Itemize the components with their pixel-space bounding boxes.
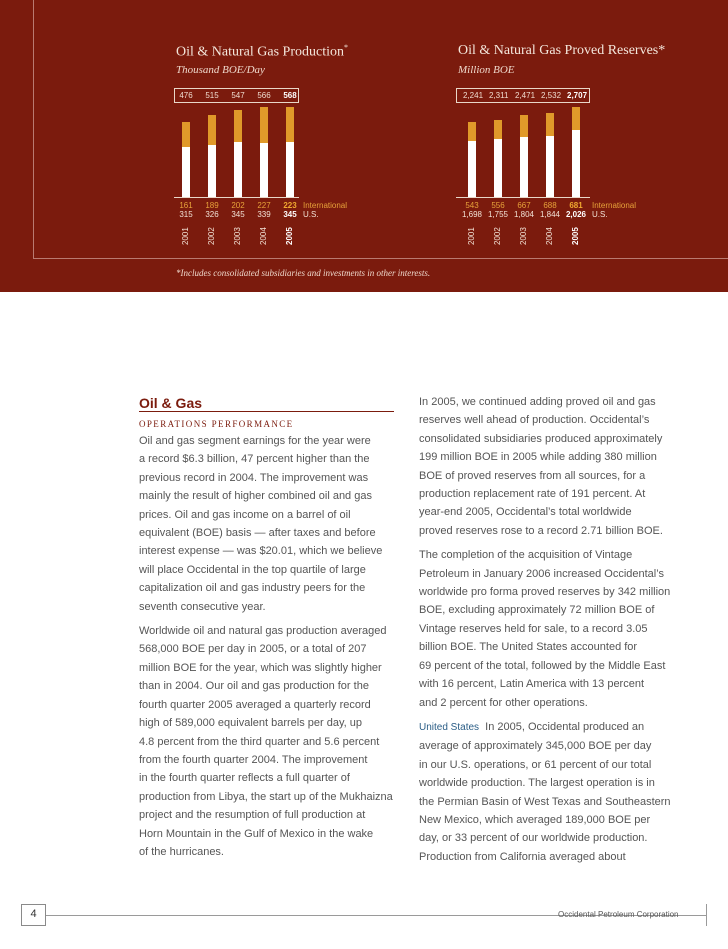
left-column: [139, 432, 399, 867]
text-line: In 2005, we continued adding proved oil and gas: [419, 396, 656, 408]
reserves-baseline: [456, 197, 590, 198]
production-bar: [260, 107, 268, 197]
production-year-label: 2001: [181, 227, 190, 245]
production-international-value: 223: [283, 201, 297, 210]
reserves-bar: [572, 107, 580, 197]
reserves-year-label: 2001: [467, 227, 476, 245]
text-line: day, or 33 percent of our worldwide production.: [419, 832, 648, 845]
section-subtitle: OPERATIONS PERFORMANCE: [139, 419, 294, 429]
production-bar: [182, 122, 190, 197]
text-line: mainly the result of higher combined oil and gas: [139, 490, 372, 503]
banner-frame-left-rule: [33, 0, 34, 259]
reserves-bar-us-segment: [546, 136, 554, 197]
text-line: Worldwide oil and natural gas production averaged: [139, 625, 387, 638]
text-line: billion BOE. The United States accounted for: [419, 641, 638, 654]
reserves-bar: [546, 113, 554, 197]
us-first-line: In 2005, Occidental produced an: [485, 720, 645, 733]
production-total-label: 476: [179, 91, 193, 100]
production-bar-us-segment: [234, 142, 242, 197]
text-line: Petroleum in January 2006 increased Occidental’s: [419, 567, 664, 580]
text-line: 69 percent of the total, followed by the Middle East: [419, 659, 666, 672]
text-line: Production from California averaged about: [419, 850, 626, 863]
text-line: a record $6.3 billion, 47 percent higher than the: [139, 453, 370, 466]
production-bar: [234, 110, 242, 197]
us-run-in-heading: United States: [419, 721, 480, 733]
reserves-paragraph: [419, 393, 679, 540]
text-line: production replacement rate of 191 percent. At: [419, 488, 646, 501]
production-bar: [286, 107, 294, 197]
text-line: 4.8 percent from the third quarter and 5.6 percent: [139, 735, 380, 748]
text-line: capitalization oil and gas industry peers for the: [139, 582, 366, 595]
text-line: 568,000 BOE per day in 2005, or a total of 207: [139, 643, 367, 656]
text-line: seventh consecutive year.: [139, 600, 266, 613]
reserves-international-value: 681: [569, 201, 583, 210]
text-line: [419, 718, 679, 737]
reserves-us-value: 1,844: [539, 210, 561, 219]
text-line: proved reserves rose to a record 2.71 billion BOE.: [419, 524, 663, 537]
text-line: from the fourth quarter 2004. The improvement: [139, 753, 368, 766]
production-us-value: 339: [257, 210, 271, 219]
reserves-bar-us-segment: [520, 137, 528, 197]
production-bar-international-segment: [286, 107, 294, 142]
text-line: in our U.S. operations, or 61 percent of our total: [419, 758, 652, 771]
earnings-paragraph: [139, 432, 399, 616]
reserves-bar-international-segment: [494, 120, 502, 138]
production-bar-international-segment: [234, 110, 242, 142]
reserves-total-label: 2,471: [515, 91, 536, 100]
footer-end-tick: [706, 904, 707, 926]
production-international-value: 227: [257, 201, 271, 210]
text-line: production from Libya, the start up of the Mukhaizna: [139, 790, 393, 803]
reserves-legend-international: International: [592, 201, 637, 210]
reserves-international-value: 688: [543, 201, 557, 210]
text-line: in the fourth quarter reflects a full quarter of: [139, 772, 350, 785]
reserves-bar-international-segment: [520, 115, 528, 137]
reserves-bar: [494, 120, 502, 197]
page-number-box: [21, 904, 46, 926]
reserves-total-label: 2,311: [489, 91, 509, 100]
text-line: worldwide production. The largest operation is in: [419, 777, 655, 790]
text-line: Oil and gas segment earnings for the year were: [139, 435, 371, 447]
production-us-value: 326: [205, 210, 219, 219]
text-line: reserves well ahead of production. Occidental’s: [419, 414, 650, 427]
text-line: 199 million BOE in 2005 while adding 380 million: [419, 451, 657, 464]
text-line: the Permian Basin of West Texas and Southeastern: [419, 795, 671, 808]
text-line: equivalent (BOE) basis — after taxes and before: [139, 527, 376, 540]
text-line: will place Occidental in the top quartile of large: [139, 563, 366, 576]
production-total-label: 515: [205, 91, 219, 100]
text-line: consolidated subsidiaries produced approximately: [419, 432, 663, 445]
reserves-year-label: 2002: [493, 227, 502, 245]
production-chart-subtitle: Thousand BOE/Day: [176, 64, 265, 76]
reserves-year-label: 2003: [519, 227, 528, 245]
text-line: prices. Oil and gas income on a barrel of oil: [139, 508, 351, 521]
production-bar-international-segment: [208, 115, 216, 145]
reserves-bar-us-segment: [572, 130, 580, 197]
text-line: New Mexico, which averaged 189,000 BOE per: [419, 813, 651, 826]
text-line: project and the resumption of full production at: [139, 809, 366, 822]
reserves-year-label: 2005: [571, 227, 580, 245]
us-paragraph: [419, 718, 679, 866]
text-line: of the hurricanes.: [139, 845, 224, 858]
footer-company-name: Occidental Petroleum Corporation: [558, 910, 679, 919]
reserves-chart-subtitle: Million BOE: [458, 64, 515, 76]
production-chart-title: Oil & Natural Gas Production*: [176, 43, 348, 60]
reserves-international-value: 543: [465, 201, 479, 210]
reserves-bar-us-segment: [494, 139, 502, 197]
reserves-us-value: 1,698: [461, 210, 483, 219]
production-year-label: 2004: [259, 227, 268, 245]
text-line: average of approximately 345,000 BOE per day: [419, 740, 652, 753]
production-us-value: 315: [179, 210, 193, 219]
text-line: high of 589,000 equivalent barrels per day, up: [139, 717, 363, 730]
text-line: year-end 2005, Occidental’s total worldwide: [419, 506, 632, 519]
banner-frame-bottom-rule: [33, 258, 728, 259]
reserves-bar-international-segment: [546, 113, 554, 136]
text-line: BOE, excluding approximately 72 million BOE of: [419, 604, 655, 617]
reserves-total-label: 2,707: [567, 91, 588, 100]
reserves-international-value: 667: [517, 201, 531, 210]
production-international-value: 161: [179, 201, 193, 210]
text-line: The completion of the acquisition of Vintage: [419, 549, 633, 562]
text-line: Vintage reserves held for sale, to a record 3.05: [419, 622, 648, 635]
production-year-label: 2002: [207, 227, 216, 245]
chart-banner: [0, 0, 728, 292]
text-line: fourth quarter 2005 averaged a quarterly record: [139, 698, 371, 711]
production-bar-us-segment: [182, 147, 190, 197]
vintage-paragraph: [419, 546, 679, 712]
reserves-total-label: 2,241: [463, 91, 484, 100]
production-bar-us-segment: [286, 142, 294, 197]
text-line: worldwide pro forma proved reserves by 342 million: [419, 586, 671, 599]
production-total-label: 547: [231, 91, 245, 100]
production-bar-international-segment: [260, 107, 268, 143]
right-column: [419, 393, 679, 872]
production-baseline: [174, 197, 299, 198]
text-line: million BOE for the year, which was slightly higher: [139, 661, 382, 674]
production-international-value: 189: [205, 201, 219, 210]
reserves-chart-title: Oil & Natural Gas Proved Reserves*: [458, 43, 666, 58]
reserves-total-label: 2,532: [541, 91, 562, 100]
production-us-value: 345: [283, 210, 297, 219]
production-total-label: 566: [257, 91, 271, 100]
production-bar-us-segment: [260, 143, 268, 197]
production-year-label: 2003: [233, 227, 242, 245]
reserves-us-value: 1,755: [487, 210, 509, 219]
page-number: 4: [30, 908, 37, 920]
production-us-value: 345: [231, 210, 245, 219]
production-bar: [208, 115, 216, 197]
text-line: interest expense — was $20.01, which we believe: [139, 545, 383, 558]
text-line: previous record in 2004. The improvement was: [139, 471, 369, 484]
text-line: Horn Mountain in the Gulf of Mexico in the wake: [139, 827, 374, 840]
text-line: than in 2004. Our oil and gas production for the: [139, 680, 369, 693]
chart-footnote: *Includes consolidated subsidiaries and investments in other interests.: [176, 268, 431, 278]
reserves-us-value: 1,804: [513, 210, 535, 219]
reserves-bar: [520, 115, 528, 197]
text-line: with 16 percent, Latin America with 13 percent: [419, 678, 645, 691]
reserves-bar-international-segment: [468, 122, 476, 140]
text-line: and 2 percent for other operations.: [419, 696, 588, 709]
production-legend-international: International: [303, 201, 348, 210]
reserves-international-value: 556: [491, 201, 505, 210]
production-year-label: 2005: [285, 227, 294, 245]
reserves-bar-us-segment: [468, 141, 476, 197]
production-international-value: 202: [231, 201, 245, 210]
section-title: Oil & Gas: [139, 395, 203, 411]
production-total-label: 568: [283, 91, 297, 100]
text-line: BOE of proved reserves from all sources, for a: [419, 469, 646, 482]
reserves-legend-us: U.S.: [592, 210, 608, 219]
reserves-us-value: 2,026: [565, 210, 587, 219]
production-bar-us-segment: [208, 145, 216, 197]
reserves-bar: [468, 122, 476, 197]
reserves-bar-international-segment: [572, 107, 580, 130]
production-bar-international-segment: [182, 122, 190, 148]
section-title-rule: [139, 411, 394, 412]
production-paragraph: [139, 622, 399, 861]
production-legend-us: U.S.: [303, 210, 319, 219]
reserves-year-label: 2004: [545, 227, 554, 245]
